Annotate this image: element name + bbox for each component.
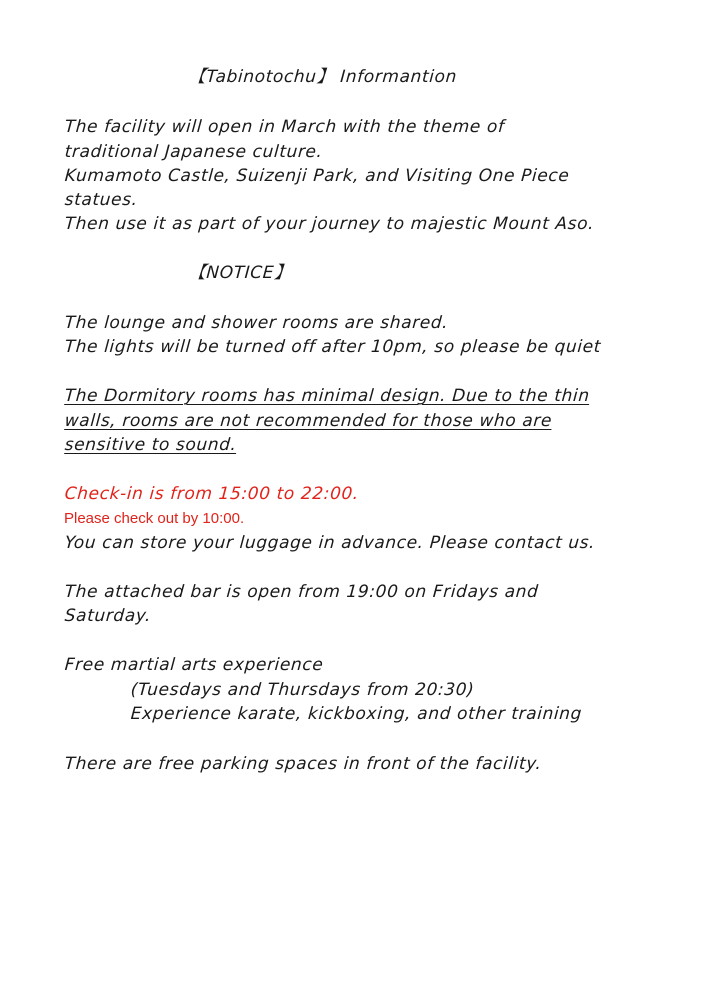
martial-arts-heading: Free martial arts experience [64,655,325,675]
dormitory-notice-line: The Dormitory rooms has minimal design. Due to the thin [64,386,591,406]
notice-heading: 【NOTICE】 [188,263,293,283]
intro-line: Then use it as part of your journey to majestic Mount Aso. [64,214,595,234]
parking-notice: There are free parking spaces in front of the facility. [64,754,543,774]
bar-hours-line: The attached bar is open from 19:00 on Fridays and [64,582,540,602]
luggage-notice: You can store your luggage in advance. Please contact us. [64,533,596,553]
intro-line: Kumamoto Castle, Suizenji Park, and Visiting One Piece [64,166,571,186]
dormitory-notice-line: sensitive to sound. [64,435,238,455]
checkin-time: Check-in is from 15:00 to 22:00. [64,484,360,504]
checkout-time: Please check out by 10:00. [64,510,245,527]
bar-hours-line: Saturday. [64,606,152,626]
intro-line: The facility will open in March with the theme of [64,117,506,137]
shared-rooms-notice: The lounge and shower rooms are shared. [64,313,449,333]
martial-arts-description: Experience karate, kickboxing, and other training [130,704,583,724]
intro-line: traditional Japanese culture. [64,142,324,162]
martial-arts-schedule: (Tuesdays and Thursdays from 20:30) [130,680,476,700]
dormitory-notice-line: walls, rooms are not recommended for those who are [64,411,553,431]
intro-line: statues. [64,190,139,210]
page-title: 【Tabinotochu】 Informantion [188,67,458,87]
lights-off-notice: The lights will be turned off after 10pm, so please be quiet [64,337,602,357]
